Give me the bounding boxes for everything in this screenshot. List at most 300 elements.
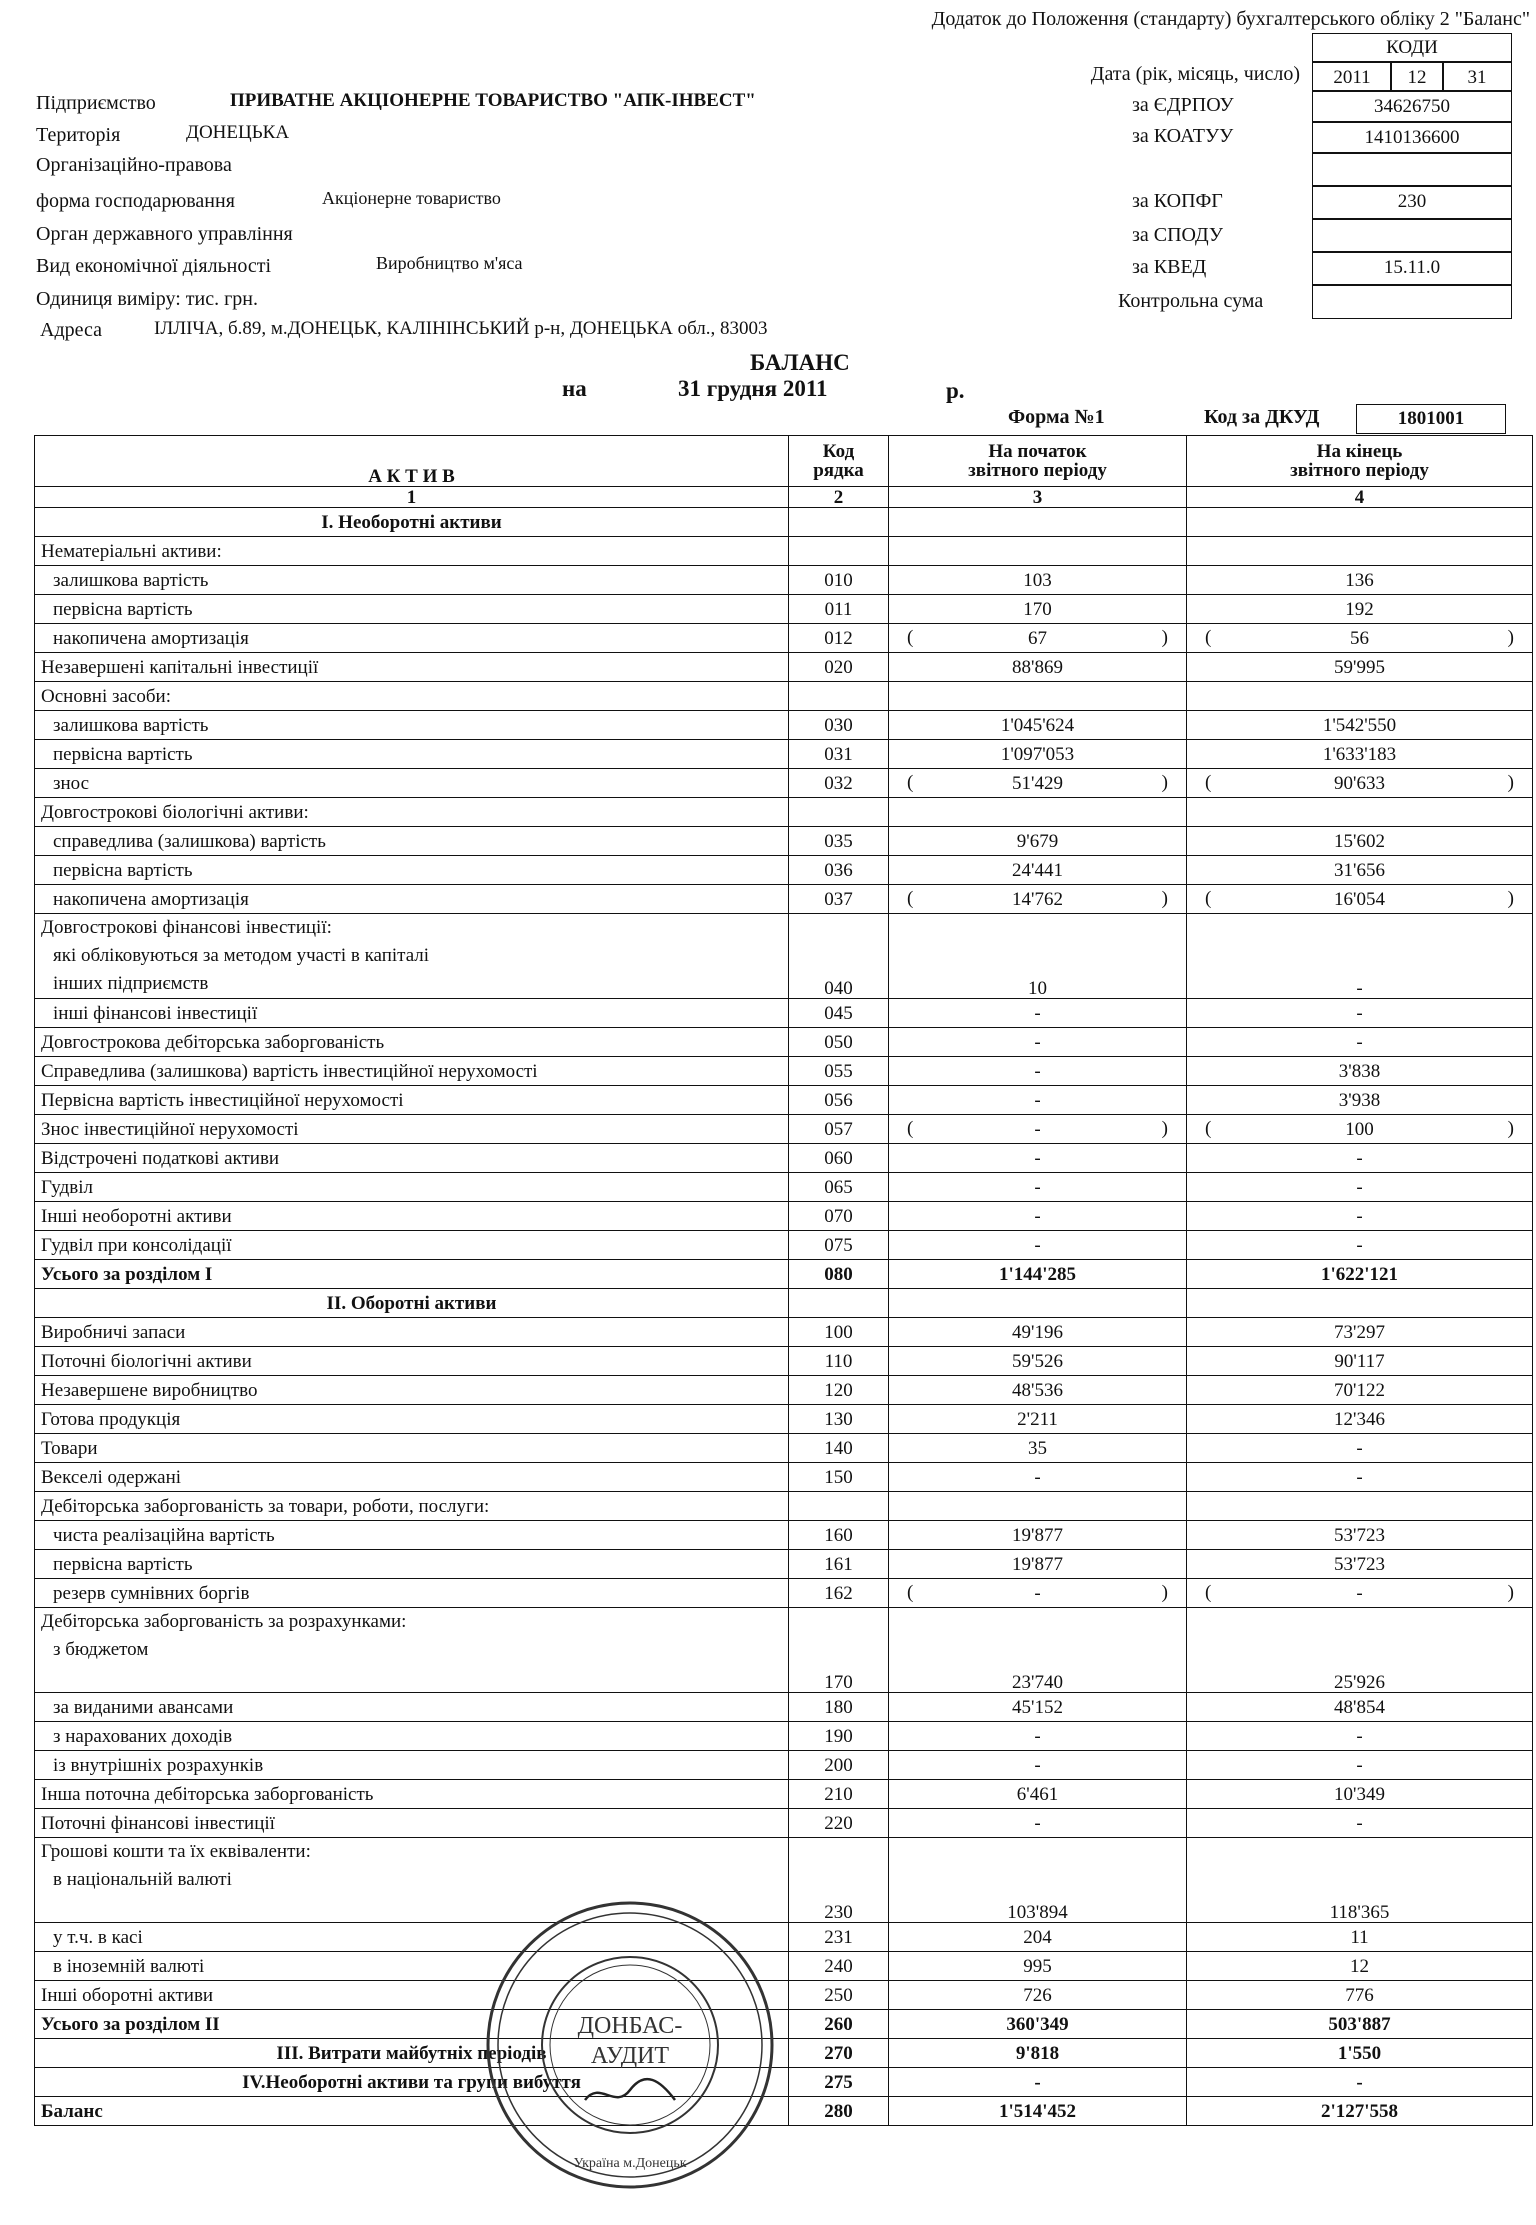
row-name: накопичена амортизація [35, 624, 789, 653]
document-title: БАЛАНС [750, 350, 850, 375]
value-text: 51'429 [1012, 772, 1063, 794]
row-code: 050 [789, 1028, 889, 1057]
row-name: первісна вартість [35, 1550, 789, 1579]
row-value-end: 12 [1187, 1952, 1533, 1981]
legal-form-label-line1: Організаційно-правова [36, 154, 232, 176]
date-day: 31 [1442, 61, 1512, 92]
row-value-end: 3'938 [1187, 1086, 1533, 1115]
row-code: 275 [789, 2068, 889, 2097]
row-value-end [1187, 885, 1533, 914]
row-value-end [1187, 1115, 1533, 1144]
row-code: 270 [789, 2039, 889, 2068]
row-value-end: 90'117 [1187, 1347, 1533, 1376]
row-code: 045 [789, 999, 889, 1028]
row-code: 057 [789, 1115, 889, 1144]
table-row [35, 1144, 1533, 1173]
value-text: - [1034, 1582, 1041, 1604]
table-row [35, 1347, 1533, 1376]
table-row [35, 1405, 1533, 1434]
table-row [35, 885, 1533, 914]
row-name-line2: які обліковуються за методом участі в капіталі [53, 945, 430, 966]
row-code: 070 [789, 1202, 889, 1231]
table-row [35, 1057, 1533, 1086]
table-row [35, 508, 1533, 537]
row-value-start: 204 [889, 1923, 1187, 1952]
dkud-value: 1801001 [1356, 404, 1506, 434]
row-name: Нематеріальні активи: [35, 537, 789, 566]
activity-value: Виробництво м'яса [376, 253, 523, 273]
row-value-end: - [1187, 1722, 1533, 1751]
row-value-end: 48'854 [1187, 1693, 1533, 1722]
row-value-end: 31'656 [1187, 856, 1533, 885]
row-value-start: - [889, 1751, 1187, 1780]
table-row [35, 827, 1533, 856]
header-code [789, 436, 889, 487]
territory-label: Територія [36, 124, 121, 146]
row-name: Справедлива (залишкова) вартість інвестиційної нерухомості [35, 1057, 789, 1086]
row-value-end: 53'723 [1187, 1521, 1533, 1550]
row-value-end: 776 [1187, 1981, 1533, 2010]
row-name: первісна вартість [35, 740, 789, 769]
table-row [35, 1202, 1533, 1231]
row-value-end [1187, 1492, 1533, 1521]
header-aktyv [35, 436, 789, 487]
open-paren: ( [1205, 626, 1212, 648]
row-value-end: 1'550 [1187, 2039, 1533, 2068]
enterprise-label: Підприємство [36, 92, 156, 114]
row-code: 032 [789, 769, 889, 798]
row-value-start [889, 798, 1187, 827]
row-value-end: - [1187, 999, 1533, 1028]
row-value-start: 19'877 [889, 1521, 1187, 1550]
row-code: 190 [789, 1722, 889, 1751]
table-row [35, 1952, 1533, 1981]
table-row [35, 2010, 1533, 2039]
row-name: Дебіторська заборгованість за товари, роботи, послуги: [35, 1492, 789, 1521]
row-value-start: 170 [889, 595, 1187, 624]
table-row [35, 1260, 1533, 1289]
table-row [35, 769, 1533, 798]
row-value-start: 9'818 [889, 2039, 1187, 2068]
row-value-start [889, 1579, 1187, 1608]
row-name: первісна вартість [35, 856, 789, 885]
code-value-koatuu: 1410136600 [1312, 121, 1512, 154]
address-label: Адреса [40, 319, 102, 341]
activity-label: Вид економічної діяльності [36, 255, 272, 277]
row-code: 120 [789, 1376, 889, 1405]
row-value-start: 2'211 [889, 1405, 1187, 1434]
table-row [35, 624, 1533, 653]
table-row [35, 1086, 1533, 1115]
row-value-end: - [1187, 1463, 1533, 1492]
table-row [35, 1751, 1533, 1780]
row-name-line1: Грошові кошти та їх еквіваленти: [41, 1841, 311, 1862]
row-name: Інші необоротні активи [35, 1202, 789, 1231]
date-suffix: р. [946, 378, 965, 403]
row-value-end: 53'723 [1187, 1550, 1533, 1579]
row-name: знос [35, 769, 789, 798]
row-value-start: 49'196 [889, 1318, 1187, 1347]
row-value-start: 1'144'285 [889, 1260, 1187, 1289]
row-value-end: - [1187, 914, 1533, 999]
table-row [35, 1231, 1533, 1260]
row-value-end: 1'633'183 [1187, 740, 1533, 769]
table-row [35, 1521, 1533, 1550]
row-value-end: - [1187, 1202, 1533, 1231]
row-value-start: 19'877 [889, 1550, 1187, 1579]
open-paren: ( [907, 771, 914, 793]
bracketed-value [895, 1581, 1180, 1604]
row-code: 020 [789, 653, 889, 682]
row-value-start [889, 885, 1187, 914]
row-name: Баланс [35, 2097, 789, 2126]
row-name: накопичена амортизація [35, 885, 789, 914]
table-header-row [35, 436, 1533, 487]
row-name: Поточні біологічні активи [35, 1347, 789, 1376]
table-row [35, 740, 1533, 769]
col-num-2: 2 [789, 487, 889, 508]
row-value-start: 1'514'452 [889, 2097, 1187, 2126]
row-value-end: - [1187, 1231, 1533, 1260]
row-name-line1: Дебіторська заборгованість за розрахунками: [41, 1611, 407, 1632]
row-name [35, 1838, 789, 1923]
close-paren: ) [1507, 1117, 1514, 1139]
row-name: справедлива (залишкова) вартість [35, 827, 789, 856]
appendix-note: Додаток до Положення (стандарту) бухгалтерського обліку 2 "Баланс" [931, 8, 1530, 30]
header-start-line1: На початок [988, 441, 1087, 462]
bracketed-value [895, 887, 1180, 910]
row-code: 055 [789, 1057, 889, 1086]
header-end-line1: На кінець [1316, 441, 1403, 462]
row-value-end: - [1187, 1028, 1533, 1057]
row-value-start [889, 508, 1187, 537]
code-value-kved: 15.11.0 [1312, 251, 1512, 286]
row-value-start: - [889, 1173, 1187, 1202]
bracketed-value [895, 771, 1180, 794]
table-row [35, 1376, 1533, 1405]
value-text: 16'054 [1334, 888, 1385, 910]
row-name: Незавершене виробництво [35, 1376, 789, 1405]
header-code-line1: Код [822, 441, 855, 462]
address-value: ІЛЛІЧА, б.89, м.ДОНЕЦЬК, КАЛІНІНСЬКИЙ р-н, ДОНЕЦЬКА обл., 83003 [154, 318, 768, 339]
col-num-3: 3 [889, 487, 1187, 508]
open-paren: ( [907, 1581, 914, 1603]
header-start [889, 436, 1187, 487]
row-name-line2: в національній валюті [53, 1869, 232, 1890]
table-row [35, 1492, 1533, 1521]
close-paren: ) [1161, 887, 1168, 909]
row-name: III. Витрати майбутніх періодів [35, 2039, 789, 2068]
table-row [35, 595, 1533, 624]
bracketed-value [895, 1117, 1180, 1140]
table-row [35, 2068, 1533, 2097]
value-text: 14'762 [1012, 888, 1063, 910]
row-name: Довгострокова дебіторська заборгованість [35, 1028, 789, 1057]
row-value-end: 25'926 [1187, 1608, 1533, 1693]
row-value-start: - [889, 1463, 1187, 1492]
row-value-start: 45'152 [889, 1693, 1187, 1722]
code-label-edrpou: за ЄДРПОУ [1132, 94, 1234, 116]
bracketed-value [1193, 1117, 1526, 1140]
row-value-end: 59'995 [1187, 653, 1533, 682]
code-value-spodu [1312, 218, 1512, 253]
header-code-line2: рядка [813, 460, 864, 481]
row-name: IV.Необоротні активи та групи вибуття [35, 2068, 789, 2097]
row-name [35, 914, 789, 999]
row-value-start: 103'894 [889, 1838, 1187, 1923]
table-row [35, 1115, 1533, 1144]
row-value-start: 35 [889, 1434, 1187, 1463]
row-code: 280 [789, 2097, 889, 2126]
row-value-start: 360'349 [889, 2010, 1187, 2039]
row-code: 110 [789, 1347, 889, 1376]
row-value-start [889, 1492, 1187, 1521]
row-code: 170 [789, 1608, 889, 1693]
row-value-start: - [889, 1028, 1187, 1057]
row-value-end: 15'602 [1187, 827, 1533, 856]
row-code: 060 [789, 1144, 889, 1173]
stamp-text-2: АУДИТ [590, 2043, 670, 2069]
row-value-end: 118'365 [1187, 1838, 1533, 1923]
row-value-end: - [1187, 2068, 1533, 2097]
row-code: 200 [789, 1751, 889, 1780]
row-name: Відстрочені податкові активи [35, 1144, 789, 1173]
close-paren: ) [1161, 1581, 1168, 1603]
row-name: Гудвіл [35, 1173, 789, 1202]
table-row [35, 1981, 1533, 2010]
table-row [35, 1809, 1533, 1838]
row-name: Інша поточна дебіторська заборгованість [35, 1780, 789, 1809]
column-number-row [35, 487, 1533, 508]
row-value-start: 103 [889, 566, 1187, 595]
row-value-start: 10 [889, 914, 1187, 999]
table-row [35, 2097, 1533, 2126]
row-name: II. Оборотні активи [35, 1289, 789, 1318]
codes-title: КОДИ [1312, 33, 1512, 63]
close-paren: ) [1507, 771, 1514, 793]
value-text: 100 [1345, 1118, 1374, 1140]
row-value-end: 70'122 [1187, 1376, 1533, 1405]
row-name: в іноземній валюті [35, 1952, 789, 1981]
row-name: Первісна вартість інвестиційної нерухомості [35, 1086, 789, 1115]
table-row [35, 856, 1533, 885]
row-value-end: - [1187, 1434, 1533, 1463]
table-row [35, 798, 1533, 827]
row-code [789, 798, 889, 827]
row-value-start [889, 769, 1187, 798]
balance-table [34, 435, 1533, 2126]
row-name [35, 1608, 789, 1693]
row-value-end [1187, 769, 1533, 798]
row-code: 180 [789, 1693, 889, 1722]
row-name-line1: Довгострокові фінансові інвестиції: [41, 917, 332, 938]
territory-value: ДОНЕЦЬКА [186, 122, 290, 143]
row-value-start: - [889, 1809, 1187, 1838]
row-value-end: 136 [1187, 566, 1533, 595]
row-name: Основні засоби: [35, 682, 789, 711]
table-row [35, 1550, 1533, 1579]
row-value-start: 23'740 [889, 1608, 1187, 1693]
row-name: Готова продукція [35, 1405, 789, 1434]
row-code: 220 [789, 1809, 889, 1838]
table-row [35, 2039, 1533, 2068]
row-value-end: 12'346 [1187, 1405, 1533, 1434]
row-value-start: 726 [889, 1981, 1187, 2010]
open-paren: ( [1205, 887, 1212, 909]
header-start-line2: звітного періоду [968, 460, 1107, 481]
row-value-start: 48'536 [889, 1376, 1187, 1405]
close-paren: ) [1161, 771, 1168, 793]
row-value-end: - [1187, 1173, 1533, 1202]
table-row [35, 711, 1533, 740]
header-aktyv-text: А К Т И В [368, 466, 455, 487]
authority-label: Орган державного управління [36, 223, 293, 245]
row-value-start: - [889, 1086, 1187, 1115]
row-name: у т.ч. в касі [35, 1923, 789, 1952]
row-value-end: 503'887 [1187, 2010, 1533, 2039]
value-text: 90'633 [1334, 772, 1385, 794]
row-value-start: - [889, 2068, 1187, 2097]
bracketed-value [1193, 1581, 1526, 1604]
row-value-end: - [1187, 1144, 1533, 1173]
bracketed-value [1193, 771, 1526, 794]
row-code: 130 [789, 1405, 889, 1434]
row-name: Виробничі запаси [35, 1318, 789, 1347]
row-name: первісна вартість [35, 595, 789, 624]
table-row [35, 682, 1533, 711]
row-name: Поточні фінансові інвестиції [35, 1809, 789, 1838]
row-value-end: 10'349 [1187, 1780, 1533, 1809]
open-paren: ( [1205, 771, 1212, 793]
row-code: 230 [789, 1838, 889, 1923]
bracketed-value [895, 626, 1180, 649]
row-value-end: 73'297 [1187, 1318, 1533, 1347]
code-value-edrpou: 34626750 [1312, 90, 1512, 123]
code-value-checksum [1312, 284, 1512, 319]
row-code: 012 [789, 624, 889, 653]
row-code: 031 [789, 740, 889, 769]
table-row [35, 653, 1533, 682]
value-text: 56 [1350, 627, 1369, 649]
row-code: 140 [789, 1434, 889, 1463]
open-paren: ( [1205, 1581, 1212, 1603]
row-value-start: - [889, 1231, 1187, 1260]
row-code: 162 [789, 1579, 889, 1608]
date-prefix: на [562, 376, 587, 401]
form-label: Форма №1 [1008, 406, 1105, 428]
row-code [789, 508, 889, 537]
code-label-checksum: Контрольна сума [1118, 290, 1264, 312]
close-paren: ) [1161, 626, 1168, 648]
row-value-start: - [889, 1144, 1187, 1173]
row-value-start: 1'097'053 [889, 740, 1187, 769]
table-row [35, 1838, 1533, 1923]
row-value-end [1187, 1289, 1533, 1318]
row-value-end: 11 [1187, 1923, 1533, 1952]
row-name: залишкова вартість [35, 711, 789, 740]
header-end [1187, 436, 1533, 487]
row-value-start: 9'679 [889, 827, 1187, 856]
code-value-blank [1312, 152, 1512, 187]
row-name: Усього за розділом II [35, 2010, 789, 2039]
row-value-end [1187, 537, 1533, 566]
open-paren: ( [907, 887, 914, 909]
row-code: 030 [789, 711, 889, 740]
row-code: 056 [789, 1086, 889, 1115]
row-value-start [889, 537, 1187, 566]
row-name-line2: з бюджетом [53, 1639, 149, 1660]
table-row [35, 537, 1533, 566]
row-name-line3: інших підприємств [53, 973, 209, 994]
row-value-end: - [1187, 1809, 1533, 1838]
row-code: 240 [789, 1952, 889, 1981]
row-code: 080 [789, 1260, 889, 1289]
row-name: чиста реалізаційна вартість [35, 1521, 789, 1550]
close-paren: ) [1507, 626, 1514, 648]
table-row [35, 1693, 1533, 1722]
row-name: Довгострокові біологічні активи: [35, 798, 789, 827]
table-row [35, 1722, 1533, 1751]
row-value-start: 24'441 [889, 856, 1187, 885]
row-value-end: 1'622'121 [1187, 1260, 1533, 1289]
row-name: резерв сумнівних боргів [35, 1579, 789, 1608]
row-value-start: 995 [889, 1952, 1187, 1981]
open-paren: ( [907, 1117, 914, 1139]
row-value-start: - [889, 1202, 1187, 1231]
enterprise-value: ПРИВАТНЕ АКЦІОНЕРНЕ ТОВАРИСТВО "АПК-ІНВЕСТ" [230, 90, 756, 111]
table-row [35, 566, 1533, 595]
row-code [789, 682, 889, 711]
row-value-end: - [1187, 1751, 1533, 1780]
row-value-start: 1'045'624 [889, 711, 1187, 740]
stamp-text-3: Україна м.Донецьк [573, 2156, 687, 2171]
value-text: 67 [1028, 627, 1047, 649]
bracketed-value [1193, 626, 1526, 649]
row-code [789, 1492, 889, 1521]
row-code: 010 [789, 566, 889, 595]
row-name: залишкова вартість [35, 566, 789, 595]
row-name: I. Необоротні активи [35, 508, 789, 537]
row-value-end: 2'127'558 [1187, 2097, 1533, 2126]
table-row [35, 1579, 1533, 1608]
report-date: 31 грудня 2011 [678, 376, 828, 401]
legal-form-value: Акціонерне товариство [322, 188, 501, 208]
open-paren: ( [1205, 1117, 1212, 1139]
row-value-start: 88'869 [889, 653, 1187, 682]
row-value-start [889, 1289, 1187, 1318]
row-code [789, 1289, 889, 1318]
date-label: Дата (рік, місяць, число) [1090, 63, 1300, 85]
row-code: 161 [789, 1550, 889, 1579]
row-name: інші фінансові інвестиції [35, 999, 789, 1028]
table-row [35, 1173, 1533, 1202]
row-name: Знос інвестиційної нерухомості [35, 1115, 789, 1144]
row-name: Векселі одержані [35, 1463, 789, 1492]
col-num-1: 1 [35, 487, 789, 508]
value-text: - [1034, 1118, 1041, 1140]
row-code: 036 [789, 856, 889, 885]
row-value-end: 192 [1187, 595, 1533, 624]
row-code: 011 [789, 595, 889, 624]
row-code: 100 [789, 1318, 889, 1347]
row-code: 160 [789, 1521, 889, 1550]
row-code: 037 [789, 885, 889, 914]
stamp-text-1: ДОНБАС- [577, 2013, 683, 2039]
date-month: 12 [1390, 61, 1444, 92]
row-value-start [889, 624, 1187, 653]
row-value-start [889, 1115, 1187, 1144]
dkud-label: Код за ДКУД [1204, 406, 1320, 428]
